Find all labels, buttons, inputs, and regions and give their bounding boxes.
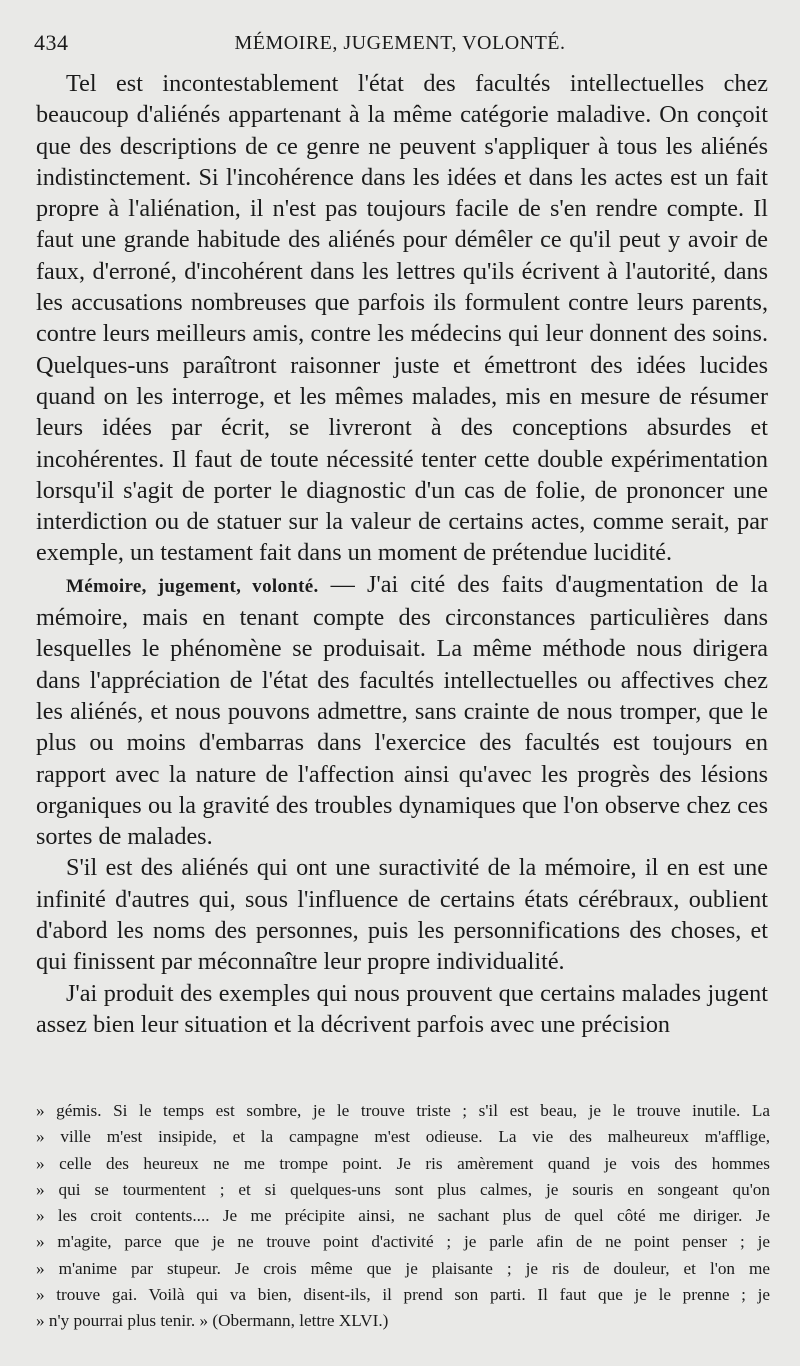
- paragraph-text: Tel est incontestablement l'état des facultés intellectuelles chez beaucoup d'aliénés appartenant à la même catégorie maladive. On conçoit que des descriptions de ce genre ne peuvent s'appliquer à tous les aliénés indistinctement. Si l'incohérence dans les idées et dans les actes est un fait propre à l'aliénation, il n'est pas toujours facile de s'en rendre compte. Il faut une grande habitude des aliénés pour démêler ce qu'il peut y avoir de faux, d'erroné, d'incohérent dans les lettres qu'ils écrivent à l'autorité, dans les accusations nombreuses que parfois ils formulent contre leurs parents, contre leurs meilleurs amis, contre les médecins qui leur donnent des soins. Quelques-uns paraîtront raisonner juste et émettront des idées lucides quand on les interroge, et les mêmes malades, mis en mesure de résumer leurs idées par écrit, se livreront à des conceptions absurdes et incohérentes. Il faut de toute nécessité tenter cette double expérimentation lorsqu'il s'agit de porter le diagnostic d'un cas de folie, de prononcer une interdiction ou de statuer sur la valeur de certains actes, comme serait, par exemple, un testament fait dans un moment de prétendue lucidité.: [36, 70, 768, 567]
- footnote-line: » ville m'est insipide, et la campagne m'est odieuse. La vie des malheureux m'afflige,: [36, 1127, 770, 1147]
- paragraph-text: S'il est des aliénés qui ont une suractivité de la mémoire, il en est une infinité d'autres qui, sous l'influence de certains états cérébraux, oublient d'abord les noms des personnes, puis les personnifications des choses, et qui finissent par méconnaître leur propre individualité.: [36, 854, 768, 976]
- paragraph: [36, 569, 768, 853]
- running-header: [34, 30, 766, 60]
- page-number: 434: [34, 30, 69, 55]
- paragraph: [36, 852, 768, 977]
- footnote-line: » m'anime par stupeur. Je crois même que je plaisante ; je ris de douleur, et l'on me: [36, 1258, 770, 1278]
- footnote-line: » celle des heureux ne me trompe point. Je ris amèrement quand je vois des hommes: [36, 1153, 770, 1173]
- footnote: [36, 1098, 770, 1335]
- paragraph: [36, 978, 768, 1041]
- footnote-line: » gémis. Si le temps est sombre, je le trouve triste ; s'il est beau, je le trouve inutile. La: [36, 1101, 770, 1120]
- footnote-line: » trouve gai. Voilà qui va bien, disent-ils, il prend son parti. Il faut que je le prenne ; je: [36, 1285, 770, 1305]
- paragraph-text: — J'ai cité des faits d'augmentation de la mémoire, mais en tenant compte des circonstances particulières dans lesquelles le phénomène se produisait. La même méthode nous dirigera dans l'appréciation de l'état des facultés intellectuelles ou affectives chez les aliénés, et nous pouvons admettre, sans crainte de nous tromper, que le plus ou moins d'embarras dans l'exercice des facultés est toujours en rapport avec la nature de l'affection ainsi qu'avec les progrès des lésions organiques ou la gravité des troubles dynamiques que l'on observe chez ces sortes de malades.: [36, 570, 768, 851]
- paragraph: [36, 68, 768, 569]
- running-title: MÉMOIRE, JUGEMENT, VOLONTÉ.: [234, 32, 566, 54]
- footnote-line: » qui se tourmentent ; et si quelques-uns sont plus calmes, je souris en songeant qu'on: [36, 1179, 770, 1199]
- footnote-line: » n'y pourrai plus tenir. » (Obermann, lettre XLVI.): [36, 1311, 389, 1331]
- footnote-line: » les croit contents.... Je me précipite ainsi, ne sachant plus de quel côté me diriger. Je: [36, 1206, 770, 1226]
- footnote-line: » m'agite, parce que je ne trouve point d'activité ; je parle afin de ne point penser ; je: [36, 1232, 770, 1252]
- section-heading: Mémoire, jugement, volonté.: [66, 575, 319, 597]
- main-text: [36, 68, 768, 1040]
- paragraph-text: J'ai produit des exemples qui nous prouvent que certains malades jugent assez bien leur situation et la décrivent parfois avec une précision: [36, 979, 768, 1038]
